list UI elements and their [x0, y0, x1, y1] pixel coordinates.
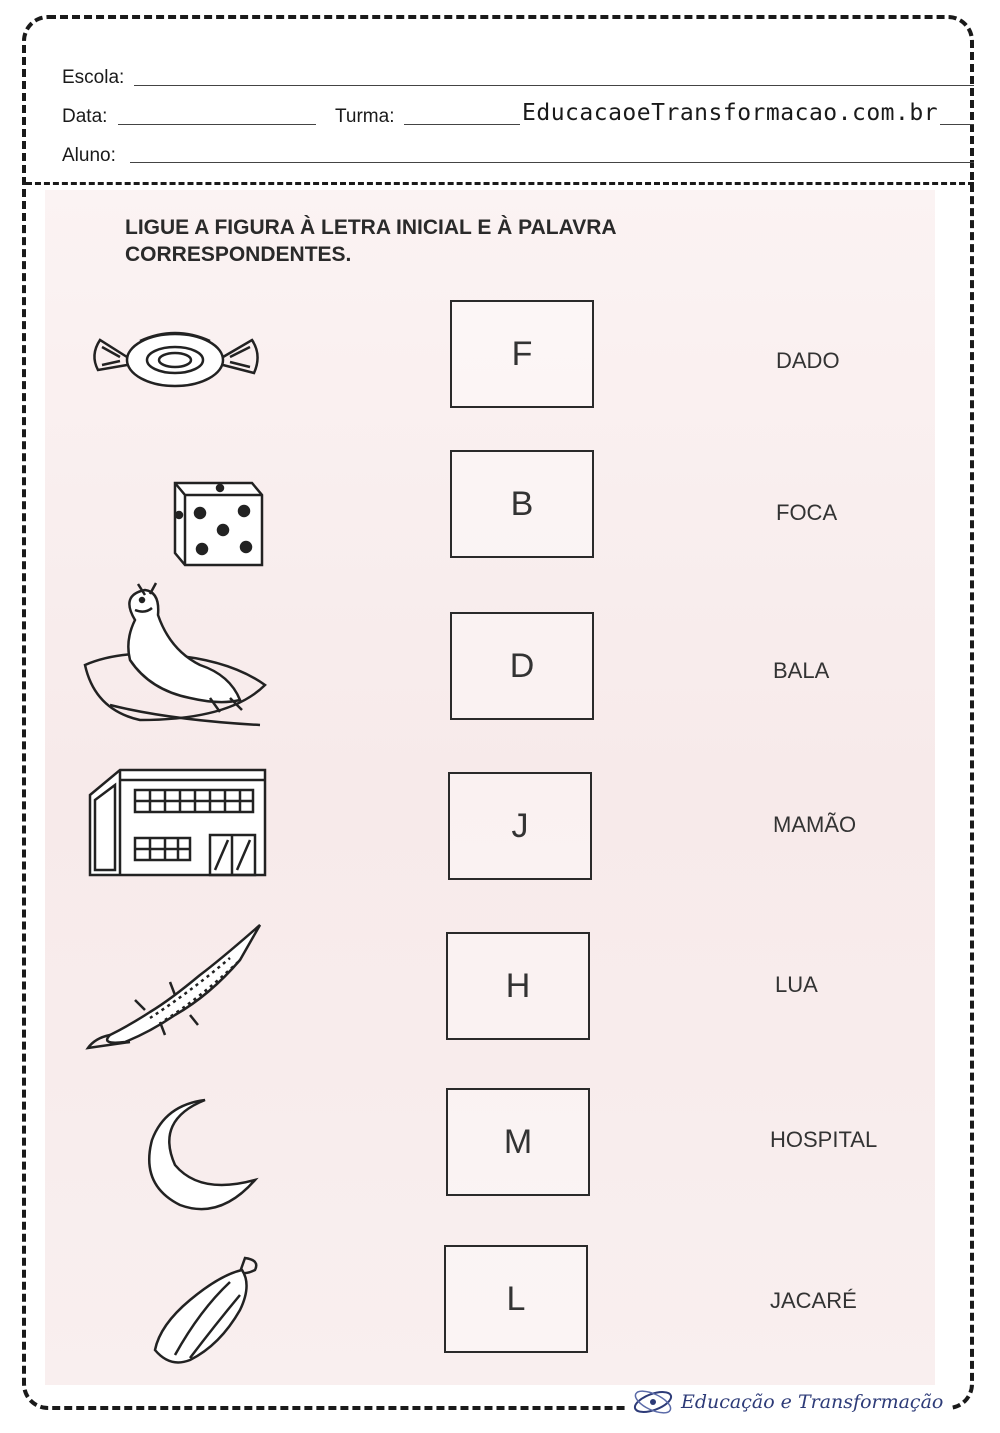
letter-box[interactable]: F [450, 300, 594, 408]
school-field[interactable] [134, 85, 974, 86]
word-option[interactable]: FOCA [776, 500, 838, 525]
date-field[interactable] [118, 124, 316, 125]
dice-icon [80, 455, 270, 585]
student-field[interactable] [130, 162, 974, 163]
letter-box[interactable]: B [450, 450, 594, 558]
header-divider [26, 182, 974, 185]
papaya-icon [80, 1250, 270, 1375]
word-option[interactable]: JACARÉ [770, 1288, 857, 1313]
hospital-building-icon [80, 760, 270, 890]
date-label: Data: [62, 106, 108, 127]
instruction-text [125, 214, 825, 268]
instruction-line-2: CORRESPONDENTES. [125, 243, 352, 266]
word-option[interactable]: BALA [773, 658, 830, 683]
letter-box[interactable]: M [446, 1088, 590, 1196]
class-label: Turma: [335, 106, 395, 127]
letter-box[interactable]: D [450, 612, 594, 720]
word-option[interactable]: DADO [776, 348, 840, 373]
student-label: Aluno: [62, 145, 116, 166]
word-option[interactable]: LUA [775, 972, 818, 997]
orbit-logo-icon [631, 1388, 675, 1416]
footer-brand [625, 1385, 949, 1419]
alligator-icon [80, 920, 270, 1055]
candy-icon [80, 295, 270, 425]
seal-icon [80, 580, 270, 730]
brand-name: Educação e Transformação [681, 1391, 944, 1413]
letter-box[interactable]: L [444, 1245, 588, 1353]
school-label: Escola: [62, 67, 125, 88]
letter-box[interactable]: J [448, 772, 592, 880]
site-url: EducacaoeTransformacao.com.br [522, 100, 939, 126]
instruction-line-1: LIGUE A FIGURA À LETRA INICIAL E À PALAVRA [125, 216, 617, 239]
letter-box[interactable]: H [446, 932, 590, 1040]
word-option[interactable]: MAMÃO [773, 812, 857, 837]
moon-icon [80, 1085, 270, 1215]
word-option[interactable]: HOSPITAL [770, 1127, 878, 1152]
